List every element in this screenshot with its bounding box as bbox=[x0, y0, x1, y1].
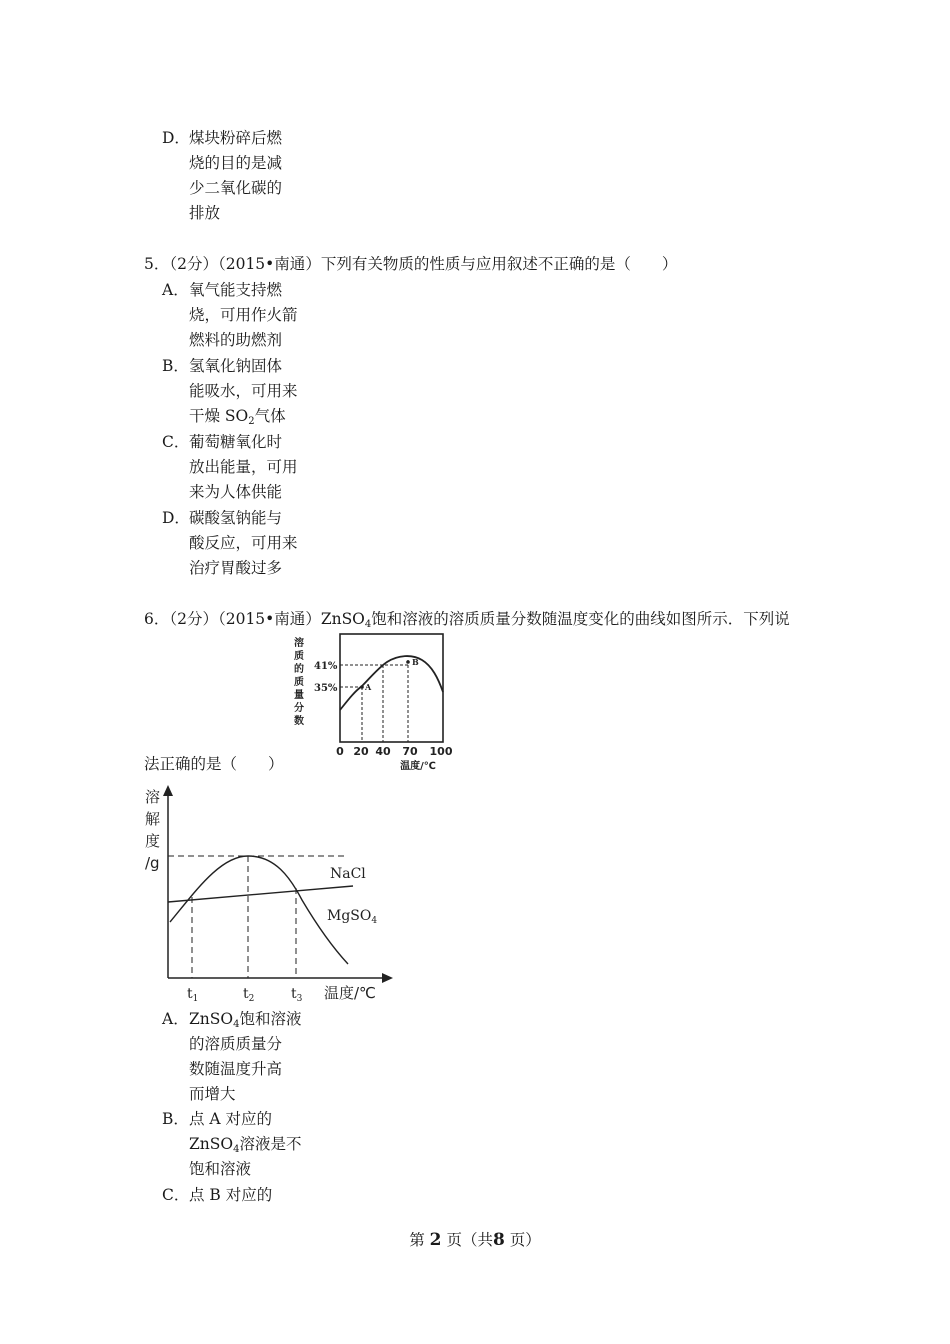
x-tick-t3: $t_3$ bbox=[291, 986, 303, 1004]
x-tick: 0 bbox=[336, 745, 344, 758]
option-text: 葡萄糖氧化时 bbox=[189, 433, 283, 451]
page-total: 8 bbox=[492, 1230, 505, 1250]
option-label: C． bbox=[162, 1186, 190, 1204]
mgso4-curve bbox=[170, 856, 348, 964]
option-text: 排放 bbox=[189, 204, 221, 222]
x-axis-label: 温度/℃ bbox=[400, 761, 436, 772]
option-label: A． bbox=[162, 281, 189, 299]
x-axis-label: 温度/℃ bbox=[324, 984, 376, 1002]
option-text: 燃料的助燃剂 bbox=[189, 331, 283, 349]
solubility-curves-figure bbox=[140, 782, 400, 1004]
ylabel-char: 解 bbox=[145, 810, 161, 828]
option-text: 烧，可用作火箭 bbox=[189, 306, 298, 324]
option-text: 点 B 对应的 bbox=[189, 1186, 273, 1204]
option-text: ZnSO$_4$饱和溶液 bbox=[189, 1010, 302, 1030]
mgso4-label: MgSO$_4$ bbox=[327, 908, 378, 926]
option-text: 饱和溶液 bbox=[189, 1160, 252, 1178]
x-tick-t2: $t_2$ bbox=[243, 986, 255, 1004]
question-stem-continued: 法正确的是（ ） bbox=[144, 755, 284, 773]
option-text: 的溶质质量分 bbox=[189, 1035, 283, 1053]
ylabel-char: 溶 bbox=[294, 638, 304, 649]
tick-label-41: 41% bbox=[314, 661, 338, 672]
ylabel-char: 的 bbox=[294, 664, 304, 675]
option-label: D． bbox=[162, 129, 190, 147]
option-text: 少二氧化碳的 bbox=[189, 179, 283, 197]
option-text: 煤块粉碎后燃 bbox=[189, 129, 283, 147]
option-text: 数随温度升高 bbox=[189, 1060, 283, 1078]
point-a-label: A bbox=[365, 682, 372, 692]
option-text: 治疗胃酸过多 bbox=[189, 559, 283, 577]
option-label: B． bbox=[162, 1110, 189, 1128]
point-b-label: B bbox=[412, 657, 419, 667]
tick-label-35: 35% bbox=[314, 683, 338, 694]
x-tick: 70 bbox=[402, 745, 418, 758]
x-tick: 40 bbox=[375, 745, 391, 758]
page-number: 2 bbox=[429, 1230, 442, 1250]
point-a bbox=[360, 685, 364, 689]
ylabel-char: 分 bbox=[294, 703, 304, 714]
ylabel-char: 溶 bbox=[145, 788, 161, 806]
option-text: ZnSO$_4$溶液是不 bbox=[189, 1135, 302, 1155]
plot-frame bbox=[340, 634, 443, 742]
ylabel-char: 量 bbox=[294, 690, 304, 701]
x-tick: 20 bbox=[353, 745, 369, 758]
option-label: C． bbox=[162, 433, 190, 451]
question-stem: 5．（2分）（2015•南通）下列有关物质的性质与应用叙述不正确的是（ ） bbox=[144, 255, 678, 273]
nacl-line bbox=[168, 886, 353, 902]
ylabel-char: /g bbox=[145, 854, 160, 872]
option-label: A． bbox=[162, 1010, 189, 1028]
ylabel-char: 质 bbox=[294, 677, 304, 688]
option-text: 酸反应，可用来 bbox=[189, 534, 298, 552]
option-text: 氢氧化钠固体 bbox=[189, 357, 283, 375]
ylabel-char: 度 bbox=[145, 832, 161, 850]
option-label: D． bbox=[162, 509, 190, 527]
zinc-sulfate-solubility-figure bbox=[290, 630, 465, 775]
point-b bbox=[406, 660, 410, 664]
x-tick: 100 bbox=[429, 745, 453, 758]
option-label: B． bbox=[162, 357, 189, 375]
option-text: 来为人体供能 bbox=[189, 483, 283, 501]
solubility-curve bbox=[340, 656, 443, 710]
option-text: 烧的目的是减 bbox=[189, 154, 283, 172]
option-text: 氧气能支持燃 bbox=[189, 281, 283, 299]
x-tick-t1: $t_1$ bbox=[187, 986, 199, 1004]
option-text: 点 A 对应的 bbox=[189, 1110, 273, 1128]
page-footer: 第 2 页（共8 页） bbox=[409, 1230, 541, 1250]
ylabel-char: 质 bbox=[294, 651, 304, 662]
option-text: 放出能量，可用 bbox=[189, 458, 298, 476]
option-text: 干燥 $SO_2$气体 bbox=[189, 407, 286, 427]
ylabel-char: 数 bbox=[294, 716, 304, 727]
question-stem: 6．（2分）（2015•南通）ZnSO$_4$饱和溶液的溶质质量分数随温度变化的曲线如图所示．下列说 bbox=[144, 610, 790, 630]
option-text: 而增大 bbox=[189, 1085, 236, 1103]
nacl-label: NaCl bbox=[330, 866, 366, 882]
option-text: 能吸水，可用来 bbox=[189, 382, 298, 400]
option-text: 碳酸氢钠能与 bbox=[189, 509, 283, 527]
